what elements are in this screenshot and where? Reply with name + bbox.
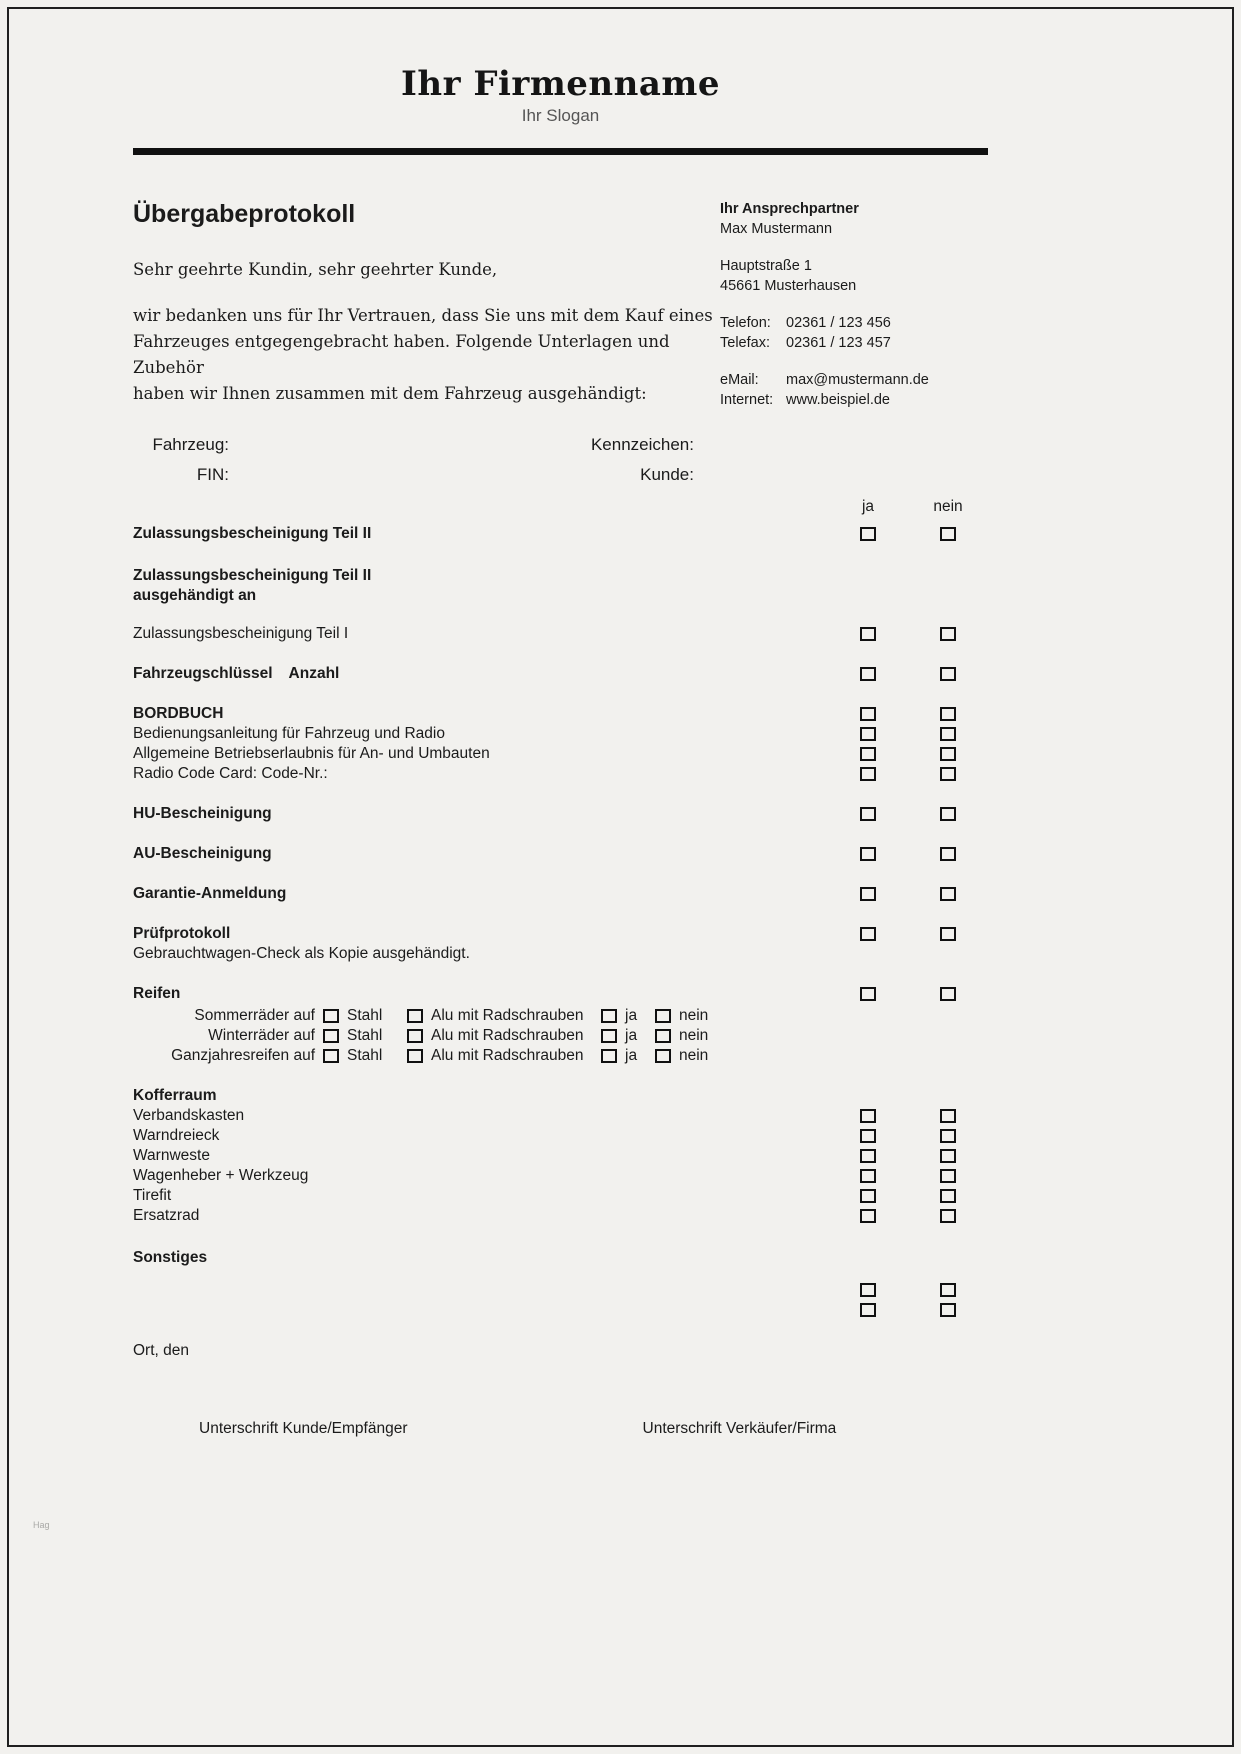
row-label: Tirefit bbox=[133, 1187, 172, 1204]
checkbox-nein-sonstiges-1[interactable] bbox=[940, 1283, 956, 1297]
row-label: BORDBUCH bbox=[133, 705, 224, 722]
checkbox-nein-wagenheber[interactable] bbox=[940, 1169, 956, 1183]
checkbox-ja-au[interactable] bbox=[860, 847, 876, 861]
row-hu-bescheinigung bbox=[133, 804, 988, 824]
tire-label: Winterräder auf bbox=[208, 1027, 315, 1044]
option-stahl-label: Stahl bbox=[347, 1027, 383, 1044]
sonstiges-heading: Sonstiges bbox=[133, 1249, 208, 1266]
ort-label: Ort, den bbox=[133, 1342, 189, 1359]
email-label: eMail: bbox=[720, 372, 759, 388]
fin-label: FIN: bbox=[196, 465, 229, 484]
intro-line: Fahrzeuges entgegengebracht haben. Folgende Unterlagen und Zubehör bbox=[133, 332, 670, 377]
tire-label: Sommerräder auf bbox=[194, 1007, 315, 1024]
signature-seller-label: Unterschrift Verkäufer/Firma bbox=[642, 1420, 837, 1437]
contact-street: Hauptstraße 1 bbox=[720, 258, 812, 274]
checkbox-ja-pruefprotokoll[interactable] bbox=[860, 927, 876, 941]
checkbox-nein-pruefprotokoll[interactable] bbox=[940, 927, 956, 941]
checkbox-ja-garantie[interactable] bbox=[860, 887, 876, 901]
checkbox-nein-garantie[interactable] bbox=[940, 887, 956, 901]
option-nein-label: nein bbox=[679, 1047, 709, 1064]
checkbox-ja-sonstiges-2[interactable] bbox=[860, 1303, 876, 1317]
contact-city: 45661 Musterhausen bbox=[720, 278, 857, 294]
row-label: Radio Code Card: Code-Nr.: bbox=[133, 765, 328, 782]
note-line: ausgehändigt an bbox=[133, 587, 257, 604]
fax-label: Telefax: bbox=[720, 335, 770, 351]
checkbox-ganzjahres-nein[interactable] bbox=[655, 1049, 671, 1063]
row-label: Wagenheber + Werkzeug bbox=[133, 1167, 309, 1184]
row-gebrauchtwagen-check bbox=[133, 944, 988, 964]
contact-name: Max Mustermann bbox=[720, 221, 833, 237]
row-warndreieck bbox=[133, 1126, 988, 1146]
row-zulassung-teil2 bbox=[133, 524, 988, 544]
row-label: Zulassungsbescheinigung Teil I bbox=[133, 625, 349, 642]
row-label: Verbandskasten bbox=[133, 1107, 245, 1124]
row-radio-code-card bbox=[133, 764, 988, 784]
checkbox-nein-warndreieck[interactable] bbox=[940, 1129, 956, 1143]
row-bordbuch bbox=[133, 704, 988, 724]
kunde-label: Kunde: bbox=[640, 465, 694, 484]
checkbox-nein-au[interactable] bbox=[940, 847, 956, 861]
tire-label: Ganzjahresreifen auf bbox=[171, 1047, 315, 1064]
checkbox-ja-hu[interactable] bbox=[860, 807, 876, 821]
letterhead bbox=[133, 0, 988, 128]
row-au-bescheinigung bbox=[133, 844, 988, 864]
row-bedienungsanleitung bbox=[133, 724, 988, 744]
greeting-line: Sehr geehrte Kundin, sehr geehrter Kunde, bbox=[133, 260, 498, 279]
internet-label: Internet: bbox=[720, 392, 774, 408]
checkbox-winter-alu[interactable] bbox=[407, 1029, 423, 1043]
checkbox-ja-sonstiges-1[interactable] bbox=[860, 1283, 876, 1297]
row-label: Bedienungsanleitung für Fahrzeug und Radio bbox=[133, 725, 445, 742]
checkbox-ja-wagenheber[interactable] bbox=[860, 1169, 876, 1183]
internet-value: www.beispiel.de bbox=[786, 392, 890, 408]
checkbox-nein-verbandskasten[interactable] bbox=[940, 1109, 956, 1123]
checkbox-nein-warnweste[interactable] bbox=[940, 1149, 956, 1163]
checkbox-sommer-alu[interactable] bbox=[407, 1009, 423, 1023]
row-label: Zulassungsbescheinigung Teil II bbox=[133, 525, 372, 542]
column-header-ja: ja bbox=[861, 498, 875, 515]
company-slogan: Ihr Slogan bbox=[521, 106, 600, 125]
checkbox-nein-fahrzeugschluessel[interactable] bbox=[940, 667, 956, 681]
page-title: Übergabeprotokoll bbox=[133, 200, 356, 228]
checkbox-ja-fahrzeugschluessel[interactable] bbox=[860, 667, 876, 681]
tire-row-ganzjahres bbox=[133, 1046, 988, 1066]
tire-row-winter bbox=[133, 1026, 988, 1046]
phone-value: 02361 / 123 456 bbox=[786, 315, 891, 331]
option-alu-label: Alu mit Radschrauben bbox=[431, 1047, 584, 1064]
checkbox-ja-zulassung-teil2[interactable] bbox=[860, 527, 876, 541]
option-stahl-label: Stahl bbox=[347, 1007, 383, 1024]
option-alu-label: Alu mit Radschrauben bbox=[431, 1027, 584, 1044]
kennzeichen-label: Kennzeichen: bbox=[590, 435, 694, 454]
column-header-nein: nein bbox=[933, 498, 963, 515]
checkbox-ganzjahres-alu[interactable] bbox=[407, 1049, 423, 1063]
row-sonstiges-2 bbox=[133, 1300, 988, 1320]
checkbox-nein-ersatzrad[interactable] bbox=[940, 1209, 956, 1223]
row-reifen bbox=[133, 984, 988, 1004]
checkbox-sommer-nein[interactable] bbox=[655, 1009, 671, 1023]
kofferraum-heading: Kofferraum bbox=[133, 1087, 217, 1104]
contact-heading: Ihr Ansprechpartner bbox=[720, 201, 859, 217]
row-label: AU-Bescheinigung bbox=[133, 845, 272, 862]
sonstiges-heading-row bbox=[133, 1248, 988, 1268]
fax-value: 02361 / 123 457 bbox=[786, 335, 891, 351]
fahrzeug-label: Fahrzeug: bbox=[152, 435, 229, 454]
signature-row bbox=[133, 1420, 988, 1438]
contact-block bbox=[720, 199, 988, 410]
checkbox-nein-radio-code-card[interactable] bbox=[940, 767, 956, 781]
phone-label: Telefon: bbox=[720, 315, 771, 331]
anzahl-label: Anzahl bbox=[288, 665, 340, 682]
intro-line: haben wir Ihnen zusammen mit dem Fahrzeug ausgehändigt: bbox=[133, 384, 647, 403]
row-pruefprotokoll bbox=[133, 924, 988, 944]
checkbox-nein-zulassung-teil2[interactable] bbox=[940, 527, 956, 541]
option-ja-label: ja bbox=[625, 1027, 638, 1044]
vehicle-fields bbox=[133, 430, 988, 490]
row-verbandskasten bbox=[133, 1106, 988, 1126]
row-warnweste bbox=[133, 1146, 988, 1166]
option-nein-label: nein bbox=[679, 1007, 709, 1024]
option-stahl-label: Stahl bbox=[347, 1047, 383, 1064]
option-ja-label: ja bbox=[625, 1007, 638, 1024]
checkbox-winter-ja[interactable] bbox=[601, 1029, 617, 1043]
checkbox-ja-reifen[interactable] bbox=[860, 987, 876, 1001]
note-line: Zulassungsbescheinigung Teil II bbox=[133, 567, 372, 584]
row-label: Fahrzeugschlüssel Anzahl bbox=[133, 665, 340, 682]
row-label: Gebrauchtwagen-Check als Kopie ausgehändigt. bbox=[133, 945, 470, 962]
checklist-column-headers bbox=[133, 498, 988, 516]
checkbox-ganzjahres-stahl[interactable] bbox=[323, 1049, 339, 1063]
note-zulassung-teil2-ausgehaendigt bbox=[133, 566, 988, 606]
checkbox-winter-nein[interactable] bbox=[655, 1029, 671, 1043]
row-label: Warndreieck bbox=[133, 1127, 220, 1144]
checkbox-nein-reifen[interactable] bbox=[940, 987, 956, 1001]
checkbox-ja-tirefit[interactable] bbox=[860, 1189, 876, 1203]
checkbox-nein-hu[interactable] bbox=[940, 807, 956, 821]
option-alu-label: Alu mit Radschrauben bbox=[431, 1007, 584, 1024]
checkbox-ja-betriebserlaubnis[interactable] bbox=[860, 747, 876, 761]
checkbox-ja-warndreieck[interactable] bbox=[860, 1129, 876, 1143]
row-label: Reifen bbox=[133, 985, 181, 1002]
row-betriebserlaubnis bbox=[133, 744, 988, 764]
checkbox-ja-verbandskasten[interactable] bbox=[860, 1109, 876, 1123]
checkbox-sommer-ja[interactable] bbox=[601, 1009, 617, 1023]
row-ersatzrad bbox=[133, 1206, 988, 1226]
checkbox-nein-sonstiges-2[interactable] bbox=[940, 1303, 956, 1317]
checkbox-nein-tirefit[interactable] bbox=[940, 1189, 956, 1203]
checkbox-winter-stahl[interactable] bbox=[323, 1029, 339, 1043]
row-label: Garantie-Anmeldung bbox=[133, 885, 287, 902]
row-wagenheber bbox=[133, 1166, 988, 1186]
checkbox-ja-zulassung-teil1[interactable] bbox=[860, 627, 876, 641]
row-garantie-anmeldung bbox=[133, 884, 988, 904]
checkbox-nein-zulassung-teil1[interactable] bbox=[940, 627, 956, 641]
option-nein-label: nein bbox=[679, 1027, 709, 1044]
company-name: Ihr Firmenname bbox=[400, 64, 721, 104]
row-label: Warnweste bbox=[133, 1147, 210, 1164]
signature-customer-label: Unterschrift Kunde/Empfänger bbox=[199, 1420, 408, 1437]
tire-row-sommer bbox=[133, 1006, 988, 1026]
checkbox-ganzjahres-ja[interactable] bbox=[601, 1049, 617, 1063]
checkbox-sommer-stahl[interactable] bbox=[323, 1009, 339, 1023]
checkbox-ja-radio-code-card[interactable] bbox=[860, 767, 876, 781]
kofferraum-heading-row bbox=[133, 1086, 988, 1106]
checkbox-nein-betriebserlaubnis[interactable] bbox=[940, 747, 956, 761]
checkbox-ja-bedienungsanleitung[interactable] bbox=[860, 727, 876, 741]
row-label: Ersatzrad bbox=[133, 1207, 200, 1224]
watermark-text: Hag bbox=[33, 1520, 50, 1530]
row-label: Allgemeine Betriebserlaubnis für An- und Umbauten bbox=[133, 745, 490, 762]
row-tirefit bbox=[133, 1186, 988, 1206]
checkbox-nein-bordbuch[interactable] bbox=[940, 707, 956, 721]
checkbox-nein-bedienungsanleitung[interactable] bbox=[940, 727, 956, 741]
checkbox-ja-warnweste[interactable] bbox=[860, 1149, 876, 1163]
email-value: max@mustermann.de bbox=[786, 372, 929, 388]
row-label: HU-Bescheinigung bbox=[133, 805, 272, 822]
checkbox-ja-ersatzrad[interactable] bbox=[860, 1209, 876, 1223]
intro-line: wir bedanken uns für Ihr Vertrauen, dass Sie uns mit dem Kauf eines bbox=[133, 306, 713, 325]
row-zulassung-teil1 bbox=[133, 624, 988, 644]
row-sonstiges-1 bbox=[133, 1280, 988, 1300]
checkbox-ja-bordbuch[interactable] bbox=[860, 707, 876, 721]
row-label: Prüfprotokoll bbox=[133, 925, 231, 942]
header-rule bbox=[133, 148, 988, 155]
row-fahrzeugschluessel bbox=[133, 664, 988, 684]
option-ja-label: ja bbox=[625, 1047, 638, 1064]
